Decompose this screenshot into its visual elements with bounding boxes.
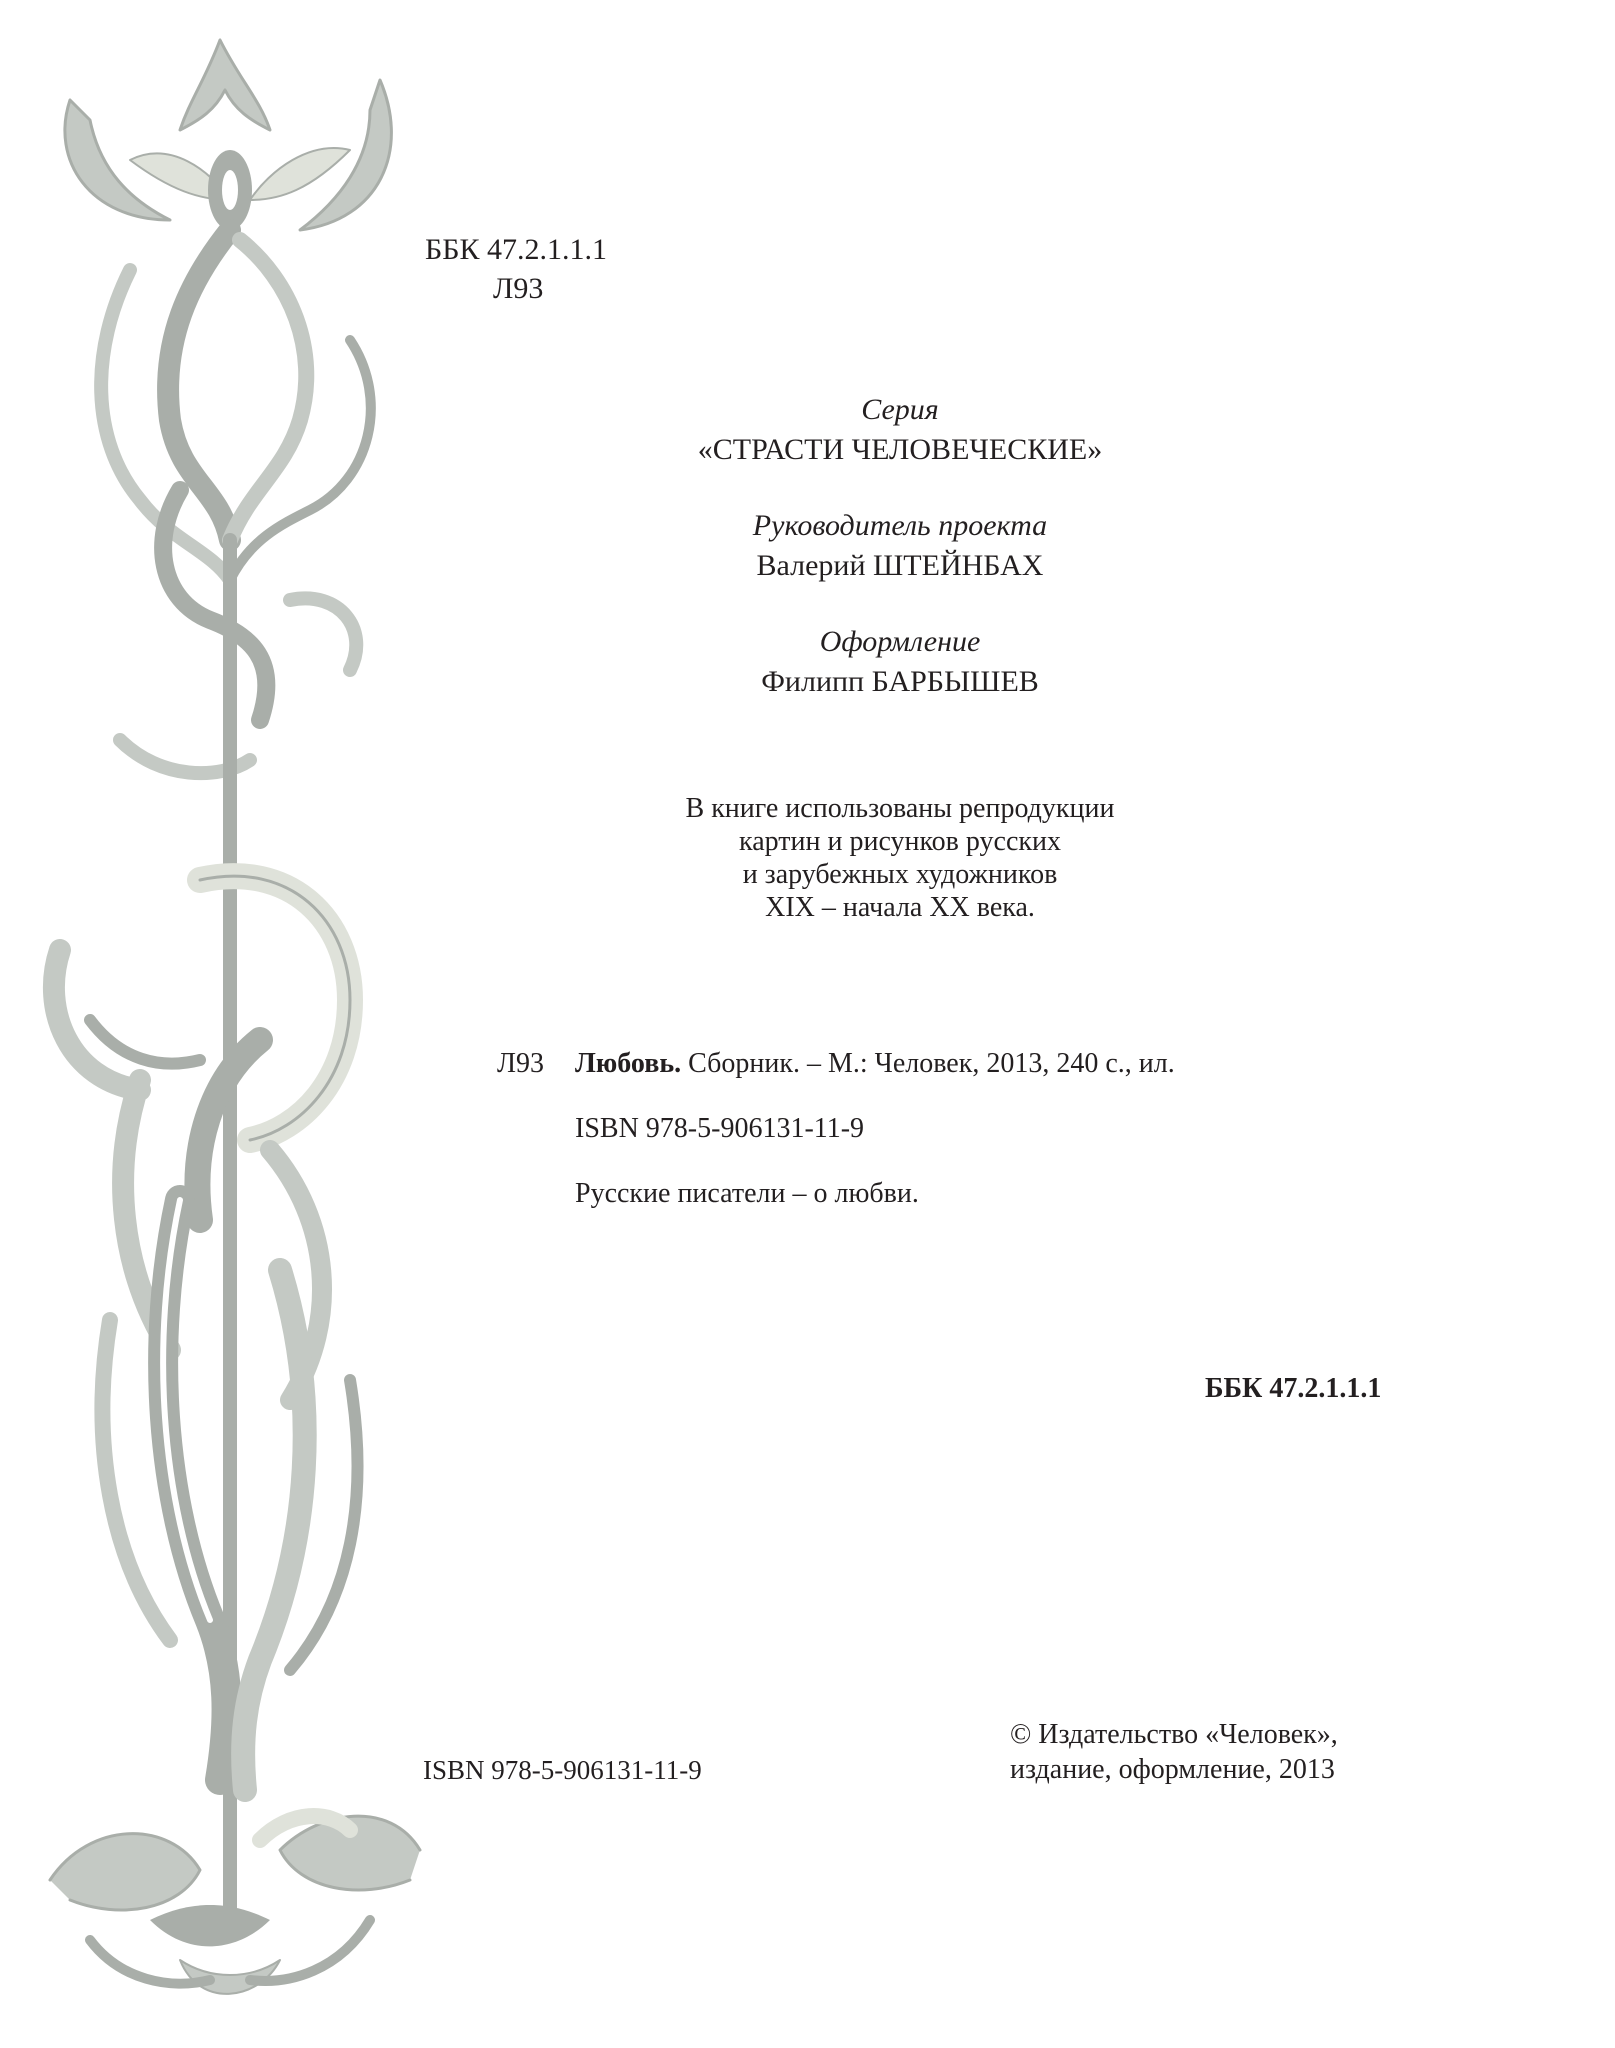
author-mark-header: Л93	[493, 272, 544, 305]
note-line: XIX – начала XX века.	[765, 892, 1035, 923]
series-name: «СТРАСТИ ЧЕЛОВЕЧЕСКИЕ»	[697, 433, 1103, 466]
catalog-isbn: ISBN 978-5-906131-11-9	[575, 1113, 865, 1144]
book-title: Любовь.	[575, 1048, 682, 1079]
bbk-code-header: ББК 47.2.1.1.1	[425, 233, 607, 266]
copyright-line-2: издание, оформление, 2013	[1010, 1754, 1335, 1785]
note-line: и зарубежных художников	[742, 859, 1058, 890]
project-lead-label: Руководитель проекта	[752, 509, 1048, 542]
catalog-mark: Л93	[497, 1048, 544, 1079]
note-line: В книге использованы репродукции	[685, 793, 1115, 824]
design-label: Оформление	[819, 625, 981, 658]
catalog-entry	[575, 1047, 1175, 1081]
footer-isbn: ISBN 978-5-906131-11-9	[423, 1755, 702, 1785]
note-line: картин и рисунков русских	[739, 826, 1061, 857]
book-description: Сборник. – М.: Человек, 2013, 240 с., ил.	[688, 1048, 1175, 1079]
catalog-bbk: ББК 47.2.1.1.1	[1205, 1373, 1382, 1404]
credits-block	[640, 393, 1160, 699]
project-lead-name: Валерий ШТЕЙНБАХ	[756, 549, 1044, 582]
copyright-line-1: © Издательство «Человек»,	[1010, 1719, 1338, 1750]
reproductions-note	[640, 792, 1160, 924]
series-label: Серия	[861, 393, 939, 426]
art-nouveau-ornament	[30, 20, 430, 2030]
catalog-annotation: Русские писатели – о любви.	[575, 1178, 919, 1209]
design-name: Филипп БАРБЫШЕВ	[761, 665, 1039, 698]
